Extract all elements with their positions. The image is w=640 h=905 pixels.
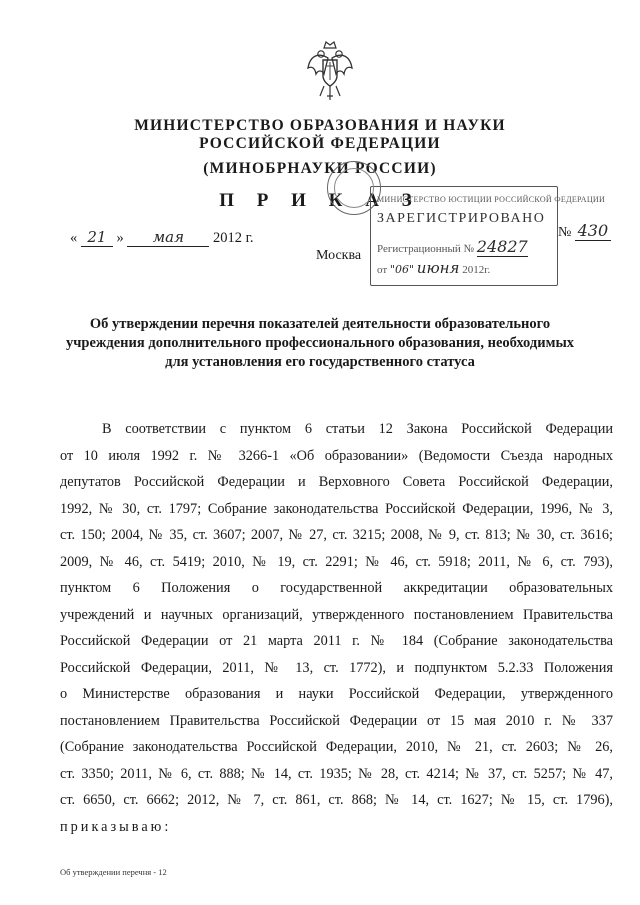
order-number-sign: № (558, 225, 572, 240)
body-line: депутатов Российской Федерации и Верховного Совета Российской Федерации, (60, 474, 613, 490)
stamp-regno-label: Регистрационный № (377, 243, 475, 255)
stamp-seal-icon (327, 161, 381, 215)
body-line: В соответствии с пунктом 6 статьи 12 Закона Российской Федерации (102, 421, 613, 437)
coat-of-arms-icon (306, 40, 354, 102)
order-number (558, 221, 611, 241)
document-type-heading: П Р И К А З (219, 190, 421, 211)
order-title (40, 315, 600, 372)
body-line: Российской Федерации, 2011, № 13, ст. 1772), и подпунктом 5.2.33 Положения (60, 659, 613, 676)
body-line: пунктом 6 Положения о государственной аккредитации образовательных (60, 580, 613, 596)
ministry-name-line2: РОССИЙСКОЙ ФЕДЕРАЦИИ (199, 135, 441, 152)
body-line: ст. 150; 2004, № 35, ст. 3607; 2007, № 27, ст. 3215; 2008, № 9, ст. 813; № 30, ст. 3616; (60, 527, 613, 543)
order-body (60, 416, 613, 840)
ministry-name-line1: МИНИСТЕРСТВО ОБРАЗОВАНИЯ И НАУКИ (134, 117, 506, 134)
body-line: о Министерстве образования и науки Российской Федерации, утвержденного (60, 686, 613, 702)
stamp-authority: МИНИСТЕРСТВО ЮСТИЦИИ РОССИЙСКОЙ ФЕДЕРАЦИИ (377, 195, 606, 204)
order-number-value: 430 (575, 221, 611, 241)
date-year: 2012 г. (213, 230, 254, 246)
page-footer: Об утверждении перечня - 12 (60, 867, 167, 877)
body-line: 1992, № 30, ст. 1797; Собрание законодательства Российской Федерации, 1996, № 3, (60, 500, 613, 517)
title-line: Об утверждении перечня показателей деятельности образовательного (89, 316, 551, 332)
date-day: 21 (81, 228, 113, 247)
date-month: мая (127, 228, 209, 247)
body-line: 2009, № 46, ст. 5419; 2010, № 19, ст. 2291; № 46, ст. 5918; 2011, № 6, ст. 793), (60, 553, 613, 570)
date-open-quote: « (70, 230, 78, 246)
body-line: постановлением Правительства Российской Федерации от 15 мая 2010 г. № 337 (60, 712, 613, 729)
title-line: учреждения дополнительного профессионального образования, необходимых (65, 335, 575, 351)
body-line: ст. 6650, ст. 6662; 2012, № 7, ст. 861, ст. 868; № 14, ст. 1627; № 15, ст. 1796), (60, 792, 613, 808)
ministry-short-name: (МИНОБРНАУКИ РОССИИ) (203, 160, 437, 177)
date-close-quote: » (116, 230, 124, 246)
title-line: для установления его государственного статуса (165, 354, 475, 370)
body-line-order-word: приказываю: (60, 818, 172, 835)
stamp-date-prefix: от (377, 264, 388, 276)
stamp-date-year: 2012г. (462, 264, 491, 276)
stamp-heading: ЗАРЕГИСТРИРОВАНО (377, 211, 546, 226)
stamp-regno-value: 24827 (476, 237, 528, 256)
body-line: от 10 июля 1992 г. № 3266-1 «Об образовании» (Ведомости Съезда народных (60, 447, 613, 464)
city: Москва (316, 248, 362, 263)
body-line: (Собрание законодательства Российской Федерации, 2010, № 21, ст. 2603; № 26, (60, 739, 613, 755)
stamp-registration-number (377, 237, 528, 257)
body-line: учреждений и научных организаций, утвержденного постановлением Правительства (60, 606, 613, 623)
body-line: ст. 3350; 2011, № 6, ст. 888; № 14, ст. 1935; № 28, ст. 4214; № 37, ст. 5257; № 47, (60, 765, 613, 782)
body-line: Российской Федерации от 21 марта 2011 г. № 184 (Собрание законодательства (60, 633, 613, 649)
stamp-registration-date (377, 259, 490, 277)
stamp-date-day: "06" (389, 263, 415, 276)
order-date (70, 228, 254, 247)
stamp-date-month: июня (416, 259, 460, 277)
